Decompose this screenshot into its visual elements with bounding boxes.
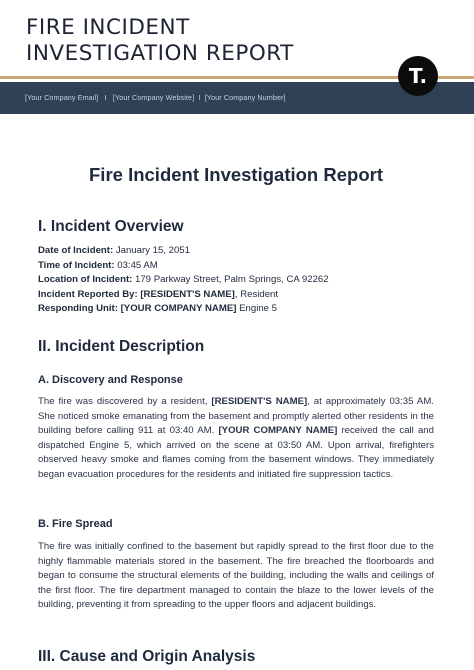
header-title: [26, 15, 294, 67]
subsection-discovery-heading: A. Discovery and Response: [38, 374, 183, 386]
subsection-fire-spread-heading: B. Fire Spread: [38, 518, 113, 530]
discovery-paragraph: The fire was discovered by a resident, [RESIDENT'S NAME], at approximately 03:35 AM. She noticed smoke emanating from the basement and promptly alerted other residents in the building before calling 911 at 03:40 AM. [YOUR COMPANY NAME] received the call and dispatched Engine 5, which arrived on the scene at 03:50 AM. Upon arrival, firefighters observed heavy smoke and flames coming from the basement windows. They immediately began evacuation procedures for the residents and initiated fire suppression tactics.: [38, 396, 434, 480]
section-cause-origin-heading: III. Cause and Origin Analysis: [38, 648, 256, 665]
fact-reported-by: Incident Reported By: [RESIDENT'S NAME], Resident: [38, 288, 279, 300]
section-incident-overview-heading: I. Incident Overview: [38, 218, 184, 235]
fact-date: Date of Incident: January 15, 2051: [38, 245, 190, 256]
report-header: [0, 0, 474, 114]
section-incident-description-heading: II. Incident Description: [38, 338, 205, 355]
logo-letter: T.: [408, 64, 428, 88]
header-title-line2: INVESTIGATION REPORT: [26, 41, 294, 66]
fact-time: Time of Incident: 03:45 AM: [38, 259, 158, 271]
contact-info: [Your Company Email] I [Your Company Website] I [Your Company Number]: [25, 93, 286, 102]
fact-location: Location of Incident: 179 Parkway Street, Palm Springs, CA 92262: [38, 274, 329, 285]
report-body: [38, 160, 434, 665]
document-title: Fire Incident Investigation Report: [89, 164, 383, 185]
fire-spread-paragraph: The fire was initially confined to the basement but rapidly spread to the first floor due to the highly flammable materials stored in the basement. The fire breached the floorboards and began to consume the structural elements of the building, including the walls and ceilings of the first floor. The fire department managed to contain the blaze to the lower levels of the building, preventing it from spreading to the upper floors and adjacent buildings.: [38, 541, 434, 610]
fact-responding-unit: Responding Unit: [YOUR COMPANY NAME] Engine 5: [38, 303, 277, 314]
company-logo: [398, 56, 438, 96]
incident-facts: [38, 244, 434, 317]
header-title-line1: FIRE INCIDENT: [26, 15, 190, 40]
